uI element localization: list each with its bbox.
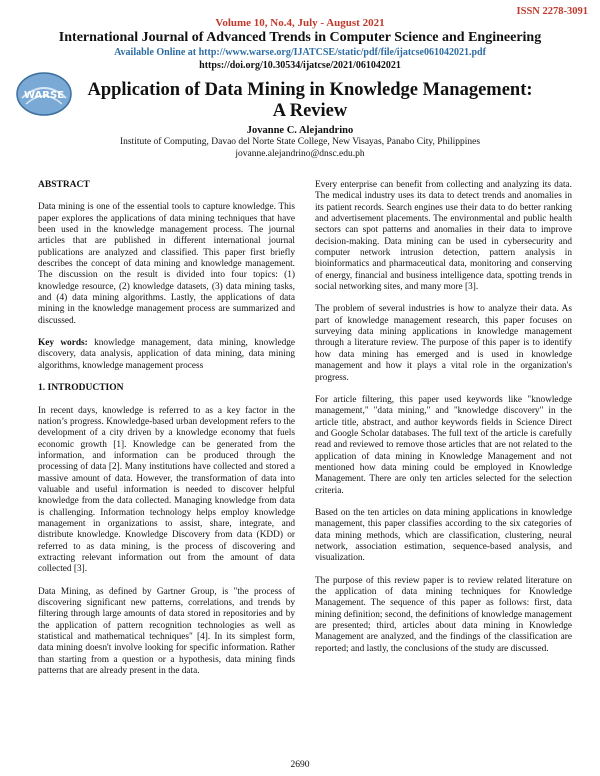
intro-paragraph-4: The problem of several industries is how to analyze their data. As part of knowledge management research, this paper focuses on surveying data mining applications in knowledge management through a literature review. The purpose of this paper is to identify how data mining has emerged and is used in knowledge management and how it plays a vital role in the organization's progress. bbox=[315, 304, 572, 383]
availability-link[interactable]: Available Online at http://www.warse.org/IJATCSE/static/pdf/file/ijatcse061042021.pdf bbox=[114, 47, 486, 58]
intro-paragraph-3: Every enterprise can benefit from collecting and analyzing its data. The medical industry uses its data to detect trends and anomalies in its patient records. Search engines use their data to do better ranking and advertisement placements. The environmental and public health sectors can spot patterns and anomalies in their data to improve decision-making. Data mining can be used in cybersecurity and computer network intrusion detection, pattern analysis in bioinformatics and pharmaceutical data, monitoring and conserving of energy, financial and business intelligence data, spotting trends in social networking sites, and many more [3]. bbox=[315, 180, 572, 293]
keywords bbox=[38, 338, 295, 372]
intro-paragraph-6: Based on the ten articles on data mining applications in knowledge management, this paper classifies according to the six categories of data mining methods, which are classification, clustering, neural network, association estimation, sequence-based analysis, and visualization. bbox=[315, 507, 572, 564]
left-column bbox=[38, 180, 295, 688]
page-number: 2690 bbox=[290, 760, 310, 770]
title-line-2: A Review bbox=[272, 101, 348, 121]
warse-logo bbox=[14, 70, 74, 118]
keywords-text: knowledge management, data mining, knowledge discovery, data analysis, application of data mining, data mining algorithms, knowledge management process bbox=[38, 338, 295, 371]
paper-title bbox=[70, 80, 550, 122]
doi-link[interactable]: https://doi.org/10.30534/ijatcse/2021/061042021 bbox=[199, 60, 401, 71]
volume-info: Volume 10, No.4, July - August 2021 bbox=[215, 17, 385, 29]
intro-paragraph-7: The purpose of this review paper is to review related literature on the application of data mining techniques for Knowledge Management. The sequence of this paper as follows: first, data mining definition; second, the definitions of knowledge management are presented; third, articles about data mining in Knowledge Management are analyzed, and the findings of the classification are reported; and lastly, the conclusions of the study are discussed. bbox=[315, 575, 572, 654]
author-affiliation: Institute of Computing, Davao del Norte State College, New Visayas, Panabo City, Philippines bbox=[119, 137, 481, 147]
logo-text: WARSE bbox=[23, 90, 65, 101]
abstract-heading: ABSTRACT bbox=[38, 180, 90, 190]
intro-paragraph-2: Data Mining, as defined by Gartner Group, is "the process of discovering significant new patterns, correlations, and trends by filtering through large amounts of data stored in repositories and by the application of pattern recognition technologies as well as statistical and mathematical techniques" [4]. In its simplest form, data mining doesn't involve looking for specific information. Rather than starting from a question or a hypothesis, data mining finds patterns that are already present in the data. bbox=[38, 586, 295, 677]
intro-paragraph-1: In recent days, knowledge is referred to as a key factor in the nation’s progress. Knowledge-based urban development refers to the development of a city driven by a knowledge economy that fuels economic growth [1]. Knowledge can be generated from the information, and information can be produced through the processing of data [2]. Many institutions have collected and stored a massive amount of data. However, the transformation of data into valuable and useful information is needed to discover helpful knowledge from the data collected. Managing knowledge from data is challenging. Information technology helps employ knowledge management in organizations to assist, share, integrate, and distribute knowledge. Knowledge Discovery from data (KDD) or referred to as data mining, is the process of discovering and extracting relevant information out from the amount of data collected [3]. bbox=[38, 405, 295, 575]
author-email[interactable]: jovanne.alejandrino@dnsc.edu.ph bbox=[235, 149, 365, 159]
keywords-label: Key words: bbox=[38, 338, 88, 349]
right-column bbox=[315, 180, 572, 666]
journal-title: International Journal of Advanced Trends in Computer Science and Engineering bbox=[58, 30, 542, 45]
intro-heading: 1. INTRODUCTION bbox=[38, 383, 124, 394]
issn: ISSN 2278-3091 bbox=[516, 6, 588, 17]
title-line-1: Application of Data Mining in Knowledge Management: bbox=[87, 80, 533, 100]
abstract-text: Data mining is one of the essential tools to capture knowledge. This paper explores the applications of data mining techniques that have been used in the knowledge management process. The journal articles that are published in different international journal publications are analyzed and classified. This paper first briefly describes the concept of data mining and knowledge management. The discussion on the result is divided into four topics: (1) knowledge resource, (2) knowledge datasets, (3) data mining tasks, and (4) data mining algorithms. Lastly, the applications of data mining in the knowledge management process are summarized and discussed. bbox=[38, 202, 295, 326]
intro-paragraph-5: For article filtering, this paper used keywords like "knowledge management," "data mining," and "knowledge discovery" in the article title, abstract, and author keywords fields in Science Direct and Google Scholar databases. The full text of the article is carefully read and reviewed to remove those articles that are not related to the application of data mining in Knowledge Management and not mentioned how data mining could be employed in Knowledge Management. There are only ten articles selected for the selection criteria. bbox=[315, 394, 572, 496]
author-name: Jovanne C. Alejandrino bbox=[246, 125, 354, 136]
